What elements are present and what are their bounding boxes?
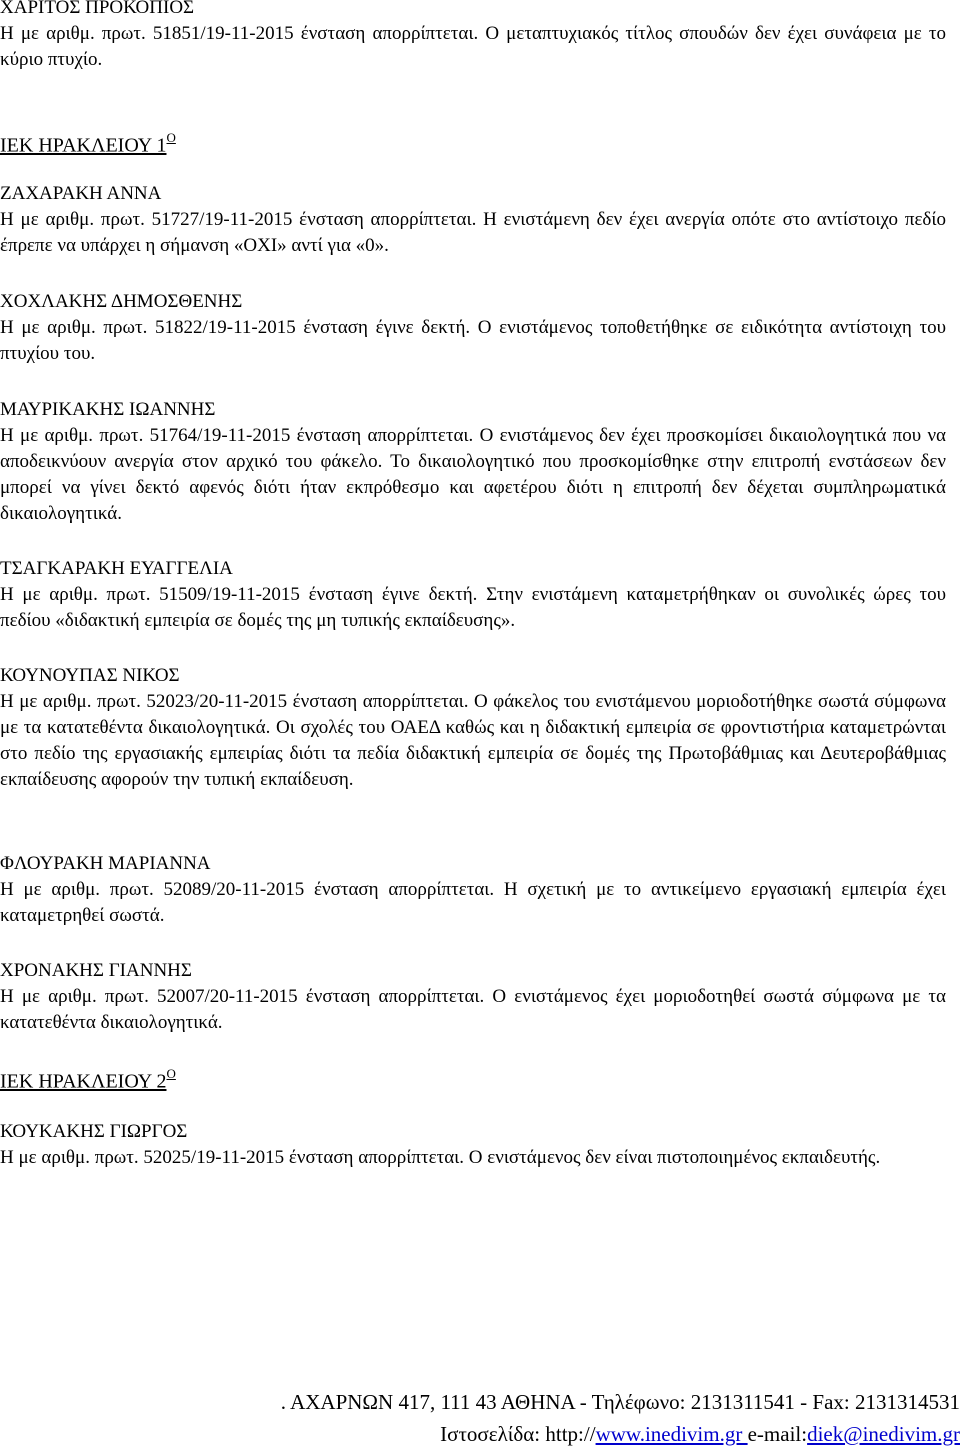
footer-website-label: Ιστοσελίδα: http://	[440, 1422, 596, 1446]
entry-koukakis	[0, 1119, 946, 1171]
entry-text: Η με αριθμ. πρωτ. 51764/19-11-2015 ένσταση απορρίπτεται. Ο ενιστάμενος δεν έχει προσκομίσει δικαιολογητικά που να αποδεικνύουν ανεργία στον αρχικό του φάκελο. Το δικαιολογητικό που προσκομίσθηκε στην επιτροπή ενστάσεων δεν μπορεί να γίνει δεκτό αφενός διότι ήταν εκπρόθεσμο και αφετέρου διότι η επιτροπή δεν δέχεται συμπληρωματικά δικαιολογητικά.	[0, 425, 946, 524]
section-sup: Ο	[166, 130, 176, 145]
website-link[interactable]: www.inedivim.gr	[595, 1422, 748, 1446]
entry-name: ΦΛΟΥΡΑΚΗ ΜΑΡΙΑΝΝΑ	[0, 853, 211, 874]
entry-charitos	[0, 0, 946, 73]
section-heading-iek-1	[0, 127, 176, 159]
footer-address: . ΑΧΑΡΝΩΝ 417, 111 43 ΑΘΗΝΑ - Τηλέφωνο: 2131311541 - Fax: 2131314531	[280, 1390, 960, 1414]
entry-text: Η με αριθμ. πρωτ. 51851/19-11-2015 ένσταση απορρίπτεται. Ο μεταπτυχιακός τίτλος σπουδών δεν έχει συνάφεια με το κύριο πτυχίο.	[0, 23, 946, 70]
entry-chochlakis	[0, 289, 946, 367]
entry-name: ΧΑΡΙΤΟΣ ΠΡΟΚΟΠΙΟΣ	[0, 0, 195, 18]
section-label: ΙΕΚ ΗΡΑΚΛΕΙΟΥ 2	[0, 1070, 167, 1093]
entry-text: Η με αριθμ. πρωτ. 52025/19-11-2015 ένσταση απορρίπτεται. Ο ενιστάμενος δεν είναι πιστοποιημένος εκπαιδευτής.	[0, 1147, 881, 1168]
entry-text: Η με αριθμ. πρωτ. 51727/19-11-2015 ένσταση απορρίπτεται. Η ενιστάμενη δεν έχει ανεργία οπότε στο αντίστοιχο πεδίο έπρεπε να υπάρχει η σήμανση «ΟΧΙ» αντί για «0».	[0, 209, 946, 256]
entry-name: ΚΟΥΚΑΚΗΣ ΓΙΩΡΓΟΣ	[0, 1121, 188, 1142]
entry-tsagkaraki	[0, 556, 946, 634]
section-heading-iek-2	[0, 1063, 176, 1095]
footer-contact	[0, 1420, 960, 1448]
entry-text: Η με αριθμ. πρωτ. 52023/20-11-2015 ένσταση απορρίπτεται. Ο φάκελος του ενιστάμενου μοριοδοτήθηκε σωστά σύμφωνα με τα κατατεθέντα δικαιολογητικά. Οι σχολές του ΟΑΕΔ καθώς και η διδακτική εμπειρία σε φροντιστήρια καταμετρώνται στο πεδίο της εργασιακής εμπειρίας διότι τα πεδία διδακτική εμπειρία σε δομές της Πρωτοβάθμιας και Δευτεροβάθμιας εκπαίδευσης αφορούν την τυπική εκπαίδευση.	[0, 691, 946, 790]
entry-name: ΤΣΑΓΚΑΡΑΚΗ ΕΥΑΓΓΕΛΙΑ	[0, 558, 233, 579]
entry-text: Η με αριθμ. πρωτ. 52089/20-11-2015 ένσταση απορρίπτεται. Η σχετική με το αντικείμενο εργασιακή εμπειρία έχει καταμετρηθεί σωστά.	[0, 879, 946, 926]
entry-kounoupas	[0, 663, 946, 793]
entry-chronakis	[0, 958, 946, 1036]
entry-text: Η με αριθμ. πρωτ. 51822/19-11-2015 ένσταση έγινε δεκτή. Ο ενιστάμενος τοποθετήθηκε σε ειδικότητα αντίστοιχη του πτυχίου του.	[0, 317, 946, 364]
entry-name: ΚΟΥΝΟΥΠΑΣ ΝΙΚΟΣ	[0, 665, 180, 686]
entry-text: Η με αριθμ. πρωτ. 52007/20-11-2015 ένσταση απορρίπτεται. Ο ενιστάμενος έχει μοριοδοτηθεί σωστά σύμφωνα με τα κατατεθέντα δικαιολογητικά.	[0, 986, 946, 1033]
section-sup: Ο	[166, 1066, 176, 1081]
entry-name: ΜΑΥΡΙΚΑΚΗΣ ΙΩΑΝΝΗΣ	[0, 399, 216, 420]
entry-flouraki	[0, 851, 946, 929]
entry-mavrikakis	[0, 397, 946, 527]
entry-name: ΧΟΧΛΑΚΗΣ ΔΗΜΟΣΘΕΝΗΣ	[0, 291, 243, 312]
entry-zacharaki	[0, 181, 946, 259]
entry-text: Η με αριθμ. πρωτ. 51509/19-11-2015 ένσταση έγινε δεκτή. Στην ενιστάμενη καταμετρήθηκαν οι συνολικές ώρες του πεδίου «διδακτική εμπειρία σε δομές της μη τυπικής εκπαίδευσης».	[0, 584, 946, 631]
email-link[interactable]: diek@inedivim.gr	[807, 1422, 960, 1446]
entry-name: ΧΡΟΝΑΚΗΣ ΓΙΑΝΝΗΣ	[0, 960, 192, 981]
footer-email-label: e-mail:	[747, 1422, 808, 1446]
entry-name: ΖΑΧΑΡΑΚΗ ΑΝΝΑ	[0, 183, 162, 204]
section-label: ΙΕΚ ΗΡΑΚΛΕΙΟΥ 1	[0, 134, 167, 157]
